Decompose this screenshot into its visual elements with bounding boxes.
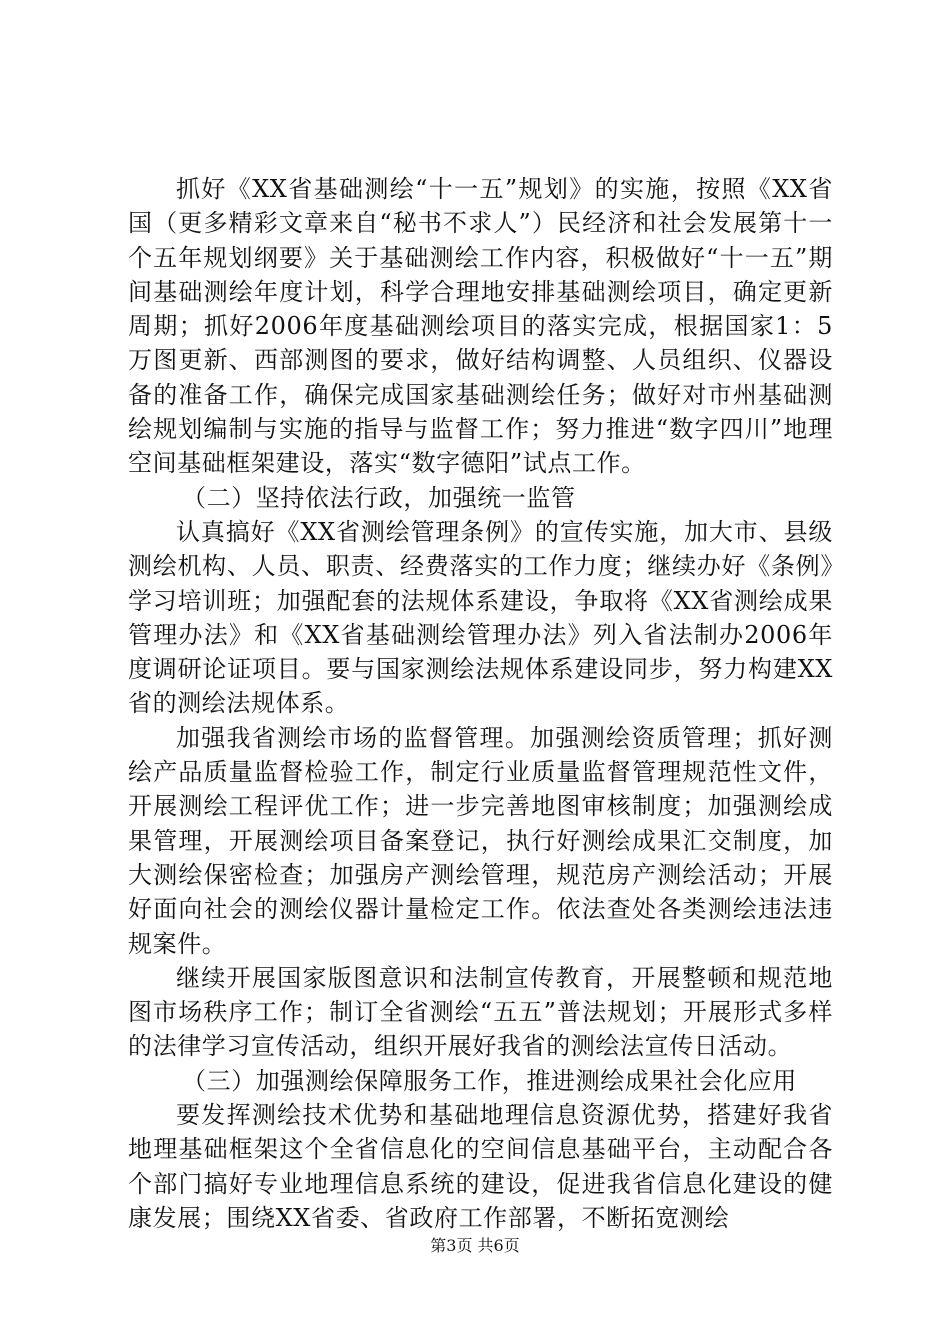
paragraph-service: 要发挥测绘技术优势和基础地理信息资源优势，搭建好我省地理基础框架这个全省信息化的空间信息基础平台，主动配合各个部门搞好专业地理信息系统的建设，促进我省信息化建设的健康发展；围绕XX省委、省政府工作部署，不断拓宽测绘 <box>128 1101 833 1232</box>
paragraph-market-supervision: 加强我省测绘市场的监督管理。加强测绘资质管理；抓好测绘产品质量监督检验工作，制定行业质量监督管理规范性文件，开展测绘工程评优工作；进一步完善地图审核制度；加强测绘成果管理，开展测绘项目备案登记，执行好测绘成果汇交制度，加大测绘保密检查；加强房产测绘管理，规范房产测绘活动；开展好面向社会的测绘仪器计量检定工作。依法查处各类测绘违法违规案件。 <box>128 723 833 958</box>
page-footer: 第3页 共6页 <box>430 1236 520 1255</box>
paragraph-regulations: 认真搞好《XX省测绘管理条例》的宣传实施，加大市、县级测绘机构、人员、职责、经费落实的工作力度；继续办好《条例》学习培训班；加强配套的法规体系建设，争取将《XX省测绘成果管理办法》和《XX省基础测绘管理办法》列入省法制办2006年度调研论证项目。要与国家测绘法规体系建设同步，努力构建XX省的测绘法规体系。 <box>128 517 833 718</box>
document-body <box>128 172 833 1235</box>
section-heading-3: （三）加强测绘保障服务工作，推进测绘成果社会化应用 <box>182 1066 797 1095</box>
section-heading-2: （二）坚持依法行政，加强统一监管 <box>182 483 576 512</box>
paragraph-education: 继续开展国家版图意识和法制宣传教育，开展整顿和规范地图市场秩序工作；制订全省测绘“五五”普法规划；开展形式多样的法律学习宣传活动，组织开展好我省的测绘法宣传日活动。 <box>128 963 833 1061</box>
paragraph-planning: 抓好《XX省基础测绘“十一五”规划》的实施，按照《XX省国（更多精彩文章来自“秘书不求人”）民经济和社会发展第十一个五年规划纲要》关于基础测绘工作内容，积极做好“十一五”期间基础测绘年度计划，科学合理地安排基础测绘项目，确定更新周期；抓好2006年度基础测绘项目的落实完成，根据国家1：5万图更新、西部测图的要求，做好结构调整、人员组织、仪器设备的准备工作，确保完成国家基础测绘任务；做好对市州基础测绘规划编制与实施的指导与监督工作；努力推进“数字四川”地理空间基础框架建设，落实“数字德阳”试点工作。 <box>128 175 833 478</box>
